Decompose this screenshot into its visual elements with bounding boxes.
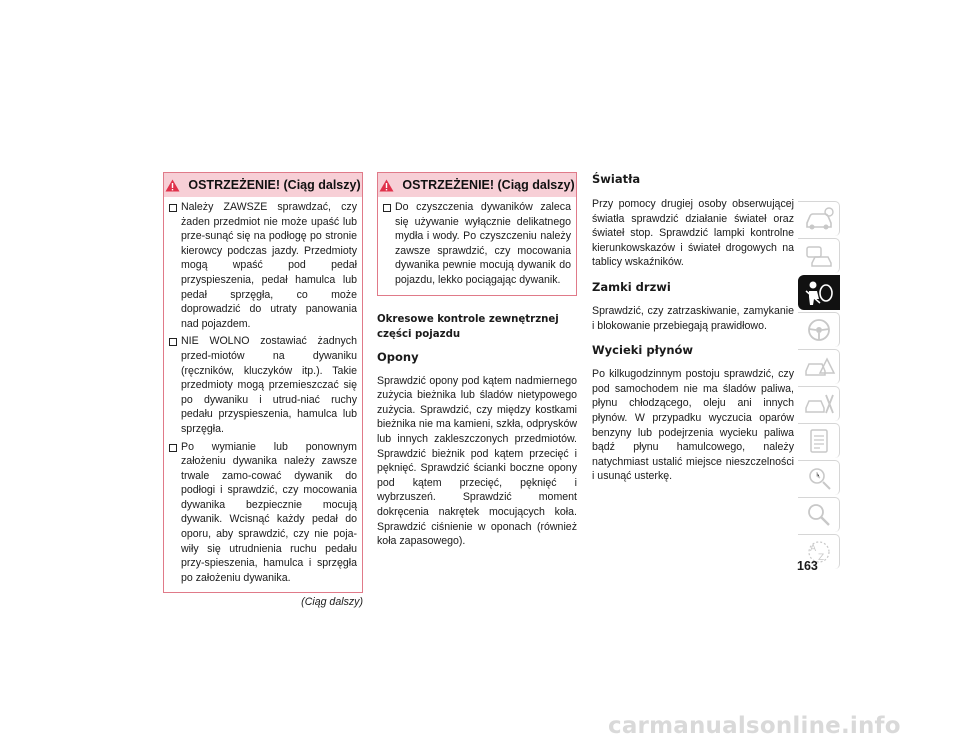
warning-item [169,440,357,586]
paragraph-lights: Przy pomocy drugiej osoby obserwującej światła sprawdzić działanie świateł oraz świateł stop. Sprawdzić lampki kontrolne kierunkowskazów i świateł drogowych na tablicy wskaźników. [592,198,794,269]
left-column [163,172,363,608]
warning-item [169,334,357,436]
subheading-lights: Światła [592,172,641,186]
tab-emergency[interactable] [798,349,840,384]
car-info-icon [802,206,836,232]
warning-title: OSTRZEŻENIE! (Ciąg dalszy) [188,178,361,192]
continued-label: (Ciąg dalszy) [301,596,363,609]
tab-safety[interactable] [798,275,840,310]
warning-triangle-icon [165,179,180,192]
paragraph-tires: Sprawdzić opony pod kątem nadmiernego zużycia bieżnika lub śladów nietypowego zużycia. Sprawdzić, czy między kostkami bieżnika nie ma kamieni, szkła, odprysków lub innych zakleszczonych przedmiotów. Sprawdzić bieżnik pod kątem przecięć i pęknięć. Sprawdzić ścianki boczne opony pod kątem przecięć, pęknięć i wybrzuszeń. Sprawdzić moment dokręcenia nakrętek mocujących koła. Sprawdzić ciśnienie w oponach (również koła zapasowego). [377,374,577,548]
subheading-tires: Opony [377,349,419,364]
paragraph-door-locks: Sprawdzić, czy zatrzaskiwanie, zamykanie i blokowanie przebiegają prawidłowo. [592,304,794,332]
svg-text:Z: Z [817,553,824,563]
tab-driving[interactable] [798,312,840,347]
warning-box-left [163,172,363,593]
specifications-icon [802,464,836,492]
tab-car-display[interactable] [798,238,840,273]
warning-triangle-icon [379,179,394,192]
magnifier-icon [802,501,836,529]
tab-car-info[interactable] [798,201,840,236]
svg-text:A: A [809,544,816,554]
right-column [592,172,794,494]
paragraph-fluid-leaks: Po kilkugodzinnym postoju sprawdzić, czy pod samochodem nie ma śladów paliwa, płynu chłodzącego, oleju ani innych płynów. W przypadku wyczucia oparów benzyny lub podejrzenia wycieku paliwa bądź płynu hamulcowego, należy natychmiast ustalić miejsce nieszczelności i usunąć usterkę. [592,368,794,483]
page-number: 163 [797,559,818,573]
car-warning-icon [802,353,836,381]
subheading-fluid-leaks: Wycieki płynów [592,343,694,358]
car-display-icon [802,243,836,269]
checkbox-bullet-icon [169,444,177,452]
subheading-door-locks: Zamki drzwi [592,279,671,294]
warning-item-text: Po wymianie lub ponownym założeniu dywanika należy zawsze trwale zamo-cować dywanik do podłogi i sprawdzić, czy mocowania dywanika bezpiecznie mocują dywanik. Wcisnąć każdy pedał do oporu, aby sprawdzić, czy nie poja-wiły się utrudnienia ruchu pedału przy-spieszenia, hamulca i sprzęgła po założeniu dywanika. [181,440,357,584]
checkbox-bullet-icon [383,204,391,212]
checkbox-bullet-icon [169,204,177,212]
steering-wheel-icon [802,316,836,344]
warning-item-text: Do czyszczenia dywaników zaleca się używanie wyłącznie delikatnego mydła i wody. Po czyszczeniu należy zawsze sprawdzić, czy mocowania dywanika pewnie mocują dywanik do pojazdu, lekko pociągając dywanik. [395,201,571,286]
tab-search[interactable] [798,497,840,532]
section-heading: Okresowe kontrole zewnętrznej części pojazdu [377,313,559,340]
warning-item [383,200,571,288]
watermark: carmanualsonline.info [608,713,901,739]
warning-body [164,197,362,592]
tab-checklist[interactable] [798,423,840,458]
tab-servicing[interactable] [798,386,840,421]
checkbox-bullet-icon [169,338,177,346]
checklist-icon [802,427,836,455]
middle-column [377,172,577,559]
warning-header [378,173,576,197]
warning-item-text: Należy ZAWSZE sprawdzać, czy żaden przedmiot nie może upaść lub prze-sunąć się na podłogę po stronie kierowcy podczas jazdy. Przedmioty mogą wpaść pod pedał przyspieszenia, pedał hamulca lub pedał sprzęgła, co może doprowadzić do utraty panowania nad pojazdem. [181,201,357,330]
warning-item-text: NIE WOLNO zostawiać żadnych przed-miotów na dywaniku (ręczników, kluczyków itp.). Takie przedmioty mogą przemieszczać się po dywaniku i utrud-niać ruchy pedału przyspieszenia, hamulca lub sprzęgła. [181,335,357,435]
warning-title: OSTRZEŻENIE! (Ciąg dalszy) [402,178,575,192]
airbag-safety-icon [802,279,836,307]
warning-body [378,197,576,295]
warning-item [169,200,357,331]
chapter-tab-bar [798,201,840,571]
car-tools-icon [802,390,836,418]
tab-specifications[interactable] [798,460,840,495]
warning-header [164,173,362,197]
warning-box-middle [377,172,577,296]
